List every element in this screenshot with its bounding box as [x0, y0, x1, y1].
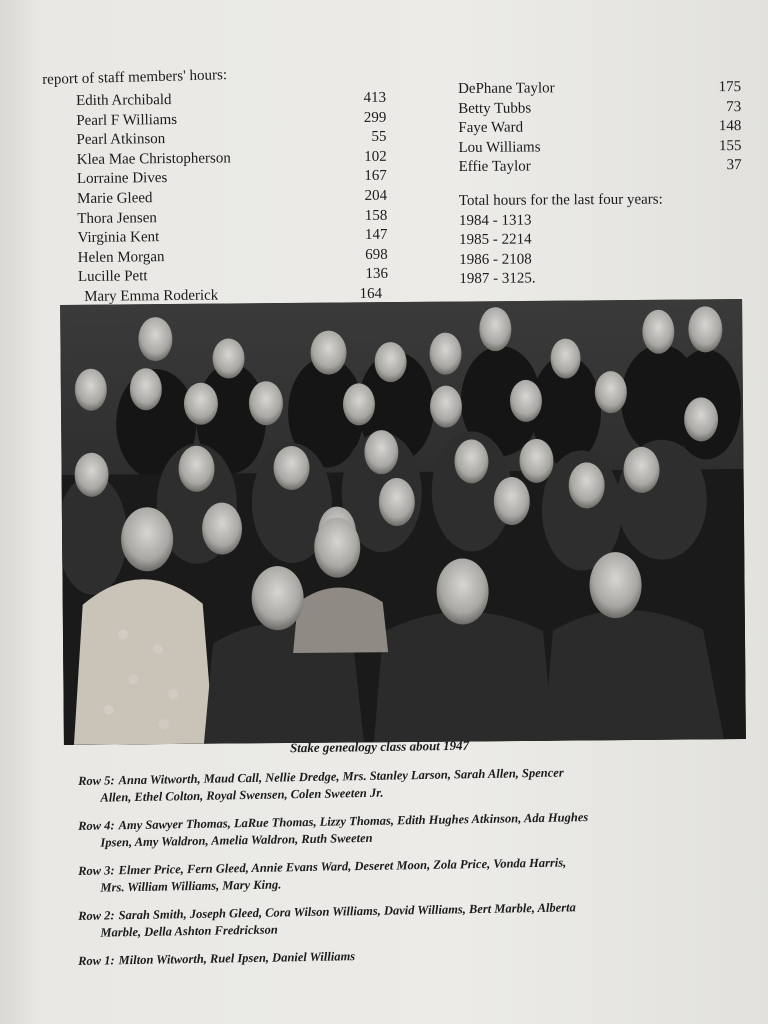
staff-row — [458, 98, 743, 120]
staff-name: Effie Taylor — [458, 158, 531, 176]
staff-name: Lorraine Dives — [76, 170, 168, 188]
total-year-line: 1984 - 1313 — [458, 212, 532, 229]
photo-caption: Stake genealogy class about 1947 — [289, 737, 470, 756]
staff-hours: 147 — [364, 226, 388, 244]
staff-hours: 175 — [718, 79, 742, 96]
total-year-line: 1986 - 2108 — [459, 251, 532, 268]
staff-hours: 167 — [364, 168, 387, 185]
staff-hours: 148 — [718, 118, 742, 135]
staff-name: Pearl F Williams — [76, 111, 178, 129]
row-names-line: Ipsen, Amy Waldron, Amelia Waldron, Ruth Sweeten — [100, 830, 373, 850]
staff-name: Faye Ward — [458, 119, 524, 137]
row-label: Row 1: — [78, 953, 115, 968]
row-names-line: Anna Witworth, Maud Call, Nellie Dredge, Mrs. Stanley Larson, Sarah Allen, Spencer — [118, 765, 564, 788]
staff-name: DePhane Taylor — [458, 80, 555, 97]
staff-name: Helen Morgan — [77, 248, 165, 266]
row-names-line: Amy Sawyer Thomas, LaRue Thomas, Lizzy Thomas, Edith Hughes Atkinson, Ada Hughes — [118, 810, 589, 833]
staff-hours: 155 — [718, 137, 742, 154]
staff-row — [458, 117, 743, 139]
row-names-line: Allen, Ethel Colton, Royal Swensen, Colen Sweeten Jr. — [100, 785, 384, 805]
row-names-line: Milton Witworth, Ruel Ipsen, Daniel Williams — [118, 949, 356, 968]
staff-hours-list-right — [458, 78, 744, 290]
totals-heading: Total hours for the last four years: — [458, 191, 663, 209]
staff-name: Mary Emma Roderick — [84, 287, 219, 305]
staff-hours: 164 — [359, 285, 383, 302]
staff-hours: 698 — [365, 246, 388, 263]
group-photograph — [60, 299, 746, 745]
row-names-line: Mrs. William Williams, Mary King. — [100, 877, 282, 895]
staff-hours: 158 — [364, 207, 388, 224]
staff-name: Marie Gleed — [77, 190, 153, 207]
photo-row-identifications — [78, 765, 738, 981]
staff-name: Thora Jensen — [77, 209, 157, 227]
staff-hours: 73 — [726, 98, 742, 115]
photo-row-names — [78, 941, 738, 970]
staff-name: Lucille Pett — [77, 268, 148, 286]
row-label: Row 4: — [78, 818, 115, 833]
staff-row — [459, 156, 744, 178]
staff-name: Klea Mae Christopherson — [76, 150, 231, 168]
staff-name: Betty Tubbs — [458, 100, 532, 117]
report-heading: report of staff members' hours: — [42, 67, 228, 88]
staff-hours: 299 — [363, 109, 387, 126]
photo-row-names — [78, 896, 738, 942]
staff-name: Edith Archibald — [76, 92, 172, 109]
staff-hours: 413 — [363, 89, 387, 106]
staff-hours: 136 — [365, 266, 389, 283]
staff-name: Lou Williams — [458, 139, 541, 156]
staff-hours-list-left — [76, 89, 388, 308]
total-year-line: 1985 - 2214 — [459, 231, 532, 249]
row-label: Row 3: — [78, 863, 115, 878]
total-year-line: 1987 - 3125. — [459, 270, 536, 288]
staff-hours: 204 — [364, 187, 388, 204]
row-names-line: Sarah Smith, Joseph Gleed, Cora Wilson Williams, David Williams, Bert Marble, Alberta — [118, 900, 576, 923]
row-label: Row 2: — [78, 908, 115, 923]
row-names-line: Marble, Della Ashton Fredrickson — [100, 922, 278, 940]
staff-hours: 102 — [364, 148, 387, 165]
staff-name: Virginia Kent — [77, 229, 160, 247]
staff-hours: 37 — [726, 157, 742, 174]
group-photo-illustration — [60, 299, 746, 745]
staff-row — [458, 78, 743, 100]
staff-row — [458, 137, 743, 159]
photo-row-names — [78, 806, 738, 852]
photo-row-names — [78, 851, 738, 897]
staff-hours: 55 — [371, 128, 387, 146]
row-label: Row 5: — [78, 773, 115, 788]
photo-row-names — [78, 761, 738, 807]
row-names-line: Elmer Price, Fern Gleed, Annie Evans Ward, Deseret Moon, Zola Price, Vonda Harris, — [118, 855, 567, 878]
staff-name: Pearl Atkinson — [76, 131, 166, 149]
